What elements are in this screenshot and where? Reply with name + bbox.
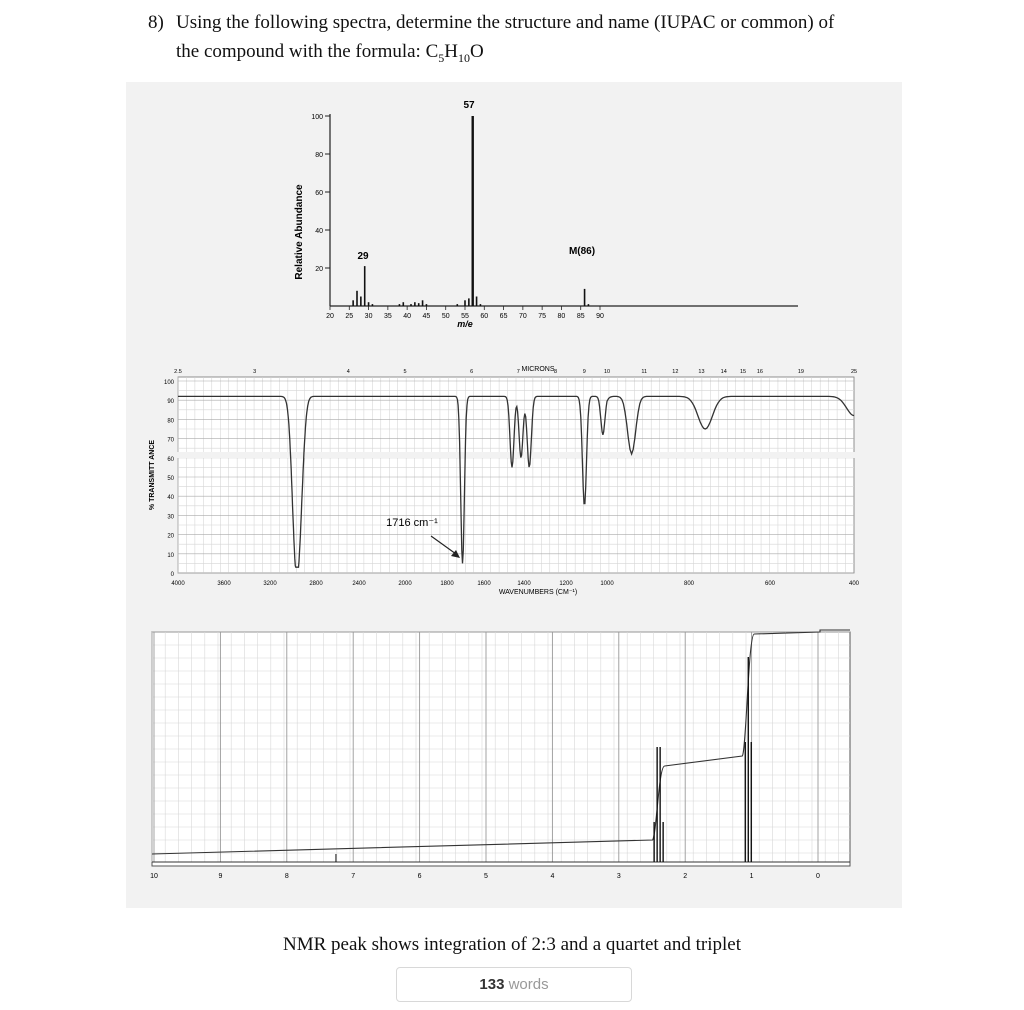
question-line-1: Using the following spectra, determine the structure and name (IUPAC or common) of xyxy=(176,12,835,33)
ir-xtick-label: 400 xyxy=(848,581,860,587)
ir-micron-label: 12 xyxy=(672,369,679,375)
ir-xtick-label: 1000 xyxy=(600,581,614,587)
ir-scan-fold xyxy=(126,452,902,458)
ms-x-label: m/e xyxy=(457,319,473,329)
ir-xtick-label: 800 xyxy=(683,581,695,587)
nmr-xtick-label: 2 xyxy=(683,873,688,880)
ms-xtick-label: 65 xyxy=(499,313,508,320)
ir-ytick-label: 40 xyxy=(167,495,174,502)
word-count-badge xyxy=(396,967,632,1002)
ms-ytick-label: 80 xyxy=(315,152,323,159)
ir-micron-label: 11 xyxy=(641,369,648,375)
ms-label-m86: M(86) xyxy=(568,246,596,257)
nmr-xtick-label: 9 xyxy=(218,873,223,880)
ms-xtick-label: 90 xyxy=(596,313,604,320)
ir-xtick-label: 3600 xyxy=(217,581,231,587)
ms-ytick-label: 40 xyxy=(315,228,323,235)
ir-xtick-label: 4000 xyxy=(171,581,185,587)
ir-xtick-label: 3200 xyxy=(263,581,277,587)
ir-ytick-label: 10 xyxy=(167,552,174,559)
ms-ytick-label: 100 xyxy=(311,114,323,121)
ir-xtick-label: 1200 xyxy=(559,581,573,587)
ms-xtick-label: 55 xyxy=(461,313,469,320)
ms-xtick-label: 30 xyxy=(364,313,373,320)
ir-ytick-label: 100 xyxy=(163,380,174,386)
ir-micron-label: 7 xyxy=(516,369,520,375)
ir-micron-label: 25 xyxy=(850,369,858,375)
ir-ytick-label: 90 xyxy=(167,399,174,406)
ir-xtick-label: 2000 xyxy=(398,581,412,587)
ir-ytick-label: 30 xyxy=(167,514,174,521)
ir-xtick-label: 2400 xyxy=(352,581,366,587)
nmr-note: NMR peak shows integration of 2:3 and a quartet and triplet xyxy=(282,934,741,955)
ms-y-label: Relative Abundance xyxy=(294,184,305,280)
ir-micron-label: 4 xyxy=(346,369,350,375)
nmr-spectrum xyxy=(150,630,850,880)
ir-micron-label: 5 xyxy=(403,369,407,375)
nmr-xtick-label: 4 xyxy=(550,873,555,880)
ir-micron-label: 3 xyxy=(253,369,257,375)
nmr-xtick-label: 8 xyxy=(284,873,289,880)
ir-xtick-label: 2800 xyxy=(309,581,323,587)
ms-xtick-label: 70 xyxy=(518,313,527,320)
ir-microns-label: MICRONS xyxy=(521,366,555,373)
mass-spectrum xyxy=(294,100,798,329)
question-line-2: the compound with the formula: $C_5H_{10}O$ xyxy=(176,41,484,65)
ir-micron-label: 6 xyxy=(470,369,474,375)
ir-micron-label: 15 xyxy=(739,369,747,375)
ir-xtick-label: 1800 xyxy=(440,581,454,587)
ir-x-label: WAVENUMBERS (CM⁻¹) xyxy=(498,589,578,596)
spectra-figure xyxy=(126,82,902,908)
question-number: 8) xyxy=(148,12,164,33)
nmr-xtick-label: 7 xyxy=(351,873,356,880)
ms-xtick-label: 50 xyxy=(441,313,450,320)
word-count-number: 133 xyxy=(479,976,505,993)
ir-ytick-label: 80 xyxy=(167,418,174,425)
ms-xtick-label: 60 xyxy=(480,313,489,320)
ir-y-label: % TRANSMITT ANCE xyxy=(149,439,156,511)
ir-micron-label: 9 xyxy=(582,369,586,375)
ir-ytick-label: 50 xyxy=(167,476,174,482)
ir-ytick-label: 0 xyxy=(170,572,174,578)
ir-xtick-label: 1600 xyxy=(477,581,491,587)
nmr-xtick-label: 5 xyxy=(484,873,488,880)
ir-xtick-label: 1400 xyxy=(517,581,531,587)
ms-ytick-label: 20 xyxy=(315,266,323,273)
formula-subscript-c: 5 xyxy=(438,50,445,65)
ms-ytick-label: 60 xyxy=(315,190,323,197)
ms-xtick-label: 20 xyxy=(326,313,334,320)
ir-micron-label: 14 xyxy=(720,369,727,375)
ms-xtick-label: 45 xyxy=(422,313,431,320)
ir-micron-label: 10 xyxy=(603,369,611,375)
ms-xtick-label: 40 xyxy=(403,313,412,320)
ir-annotation-1716: 1716 cm⁻¹ xyxy=(386,517,438,529)
formula-subscript-h: 10 xyxy=(458,50,470,65)
ir-ytick-label: 70 xyxy=(167,437,174,444)
nmr-xtick-label: 10 xyxy=(150,873,158,880)
ms-xtick-label: 80 xyxy=(557,313,566,320)
ms-label-29: 29 xyxy=(357,251,369,262)
nmr-xtick-label: 6 xyxy=(417,873,422,880)
nmr-xtick-label: 1 xyxy=(749,873,754,880)
word-count-label: words xyxy=(508,976,549,993)
ir-micron-label: 2.5 xyxy=(174,369,182,375)
nmr-xtick-label: 3 xyxy=(616,873,621,880)
ms-xtick-label: 35 xyxy=(383,313,392,320)
question-body xyxy=(176,8,936,73)
nmr-xtick-label: 0 xyxy=(816,873,820,880)
ms-xtick-label: 75 xyxy=(538,313,547,320)
ir-ytick-label: 60 xyxy=(167,456,174,463)
spectra-scan xyxy=(126,82,902,908)
ir-micron-label: 19 xyxy=(797,369,805,375)
ms-label-57: 57 xyxy=(463,100,475,111)
ir-micron-label: 8 xyxy=(553,369,558,375)
ms-xtick-label: 25 xyxy=(345,313,354,320)
ir-spectrum xyxy=(126,366,902,596)
ms-xtick-label: 85 xyxy=(576,313,585,320)
ir-micron-label: 13 xyxy=(698,369,705,375)
ir-ytick-label: 20 xyxy=(167,533,174,540)
ir-xtick-label: 600 xyxy=(764,581,776,587)
ir-micron-label: 16 xyxy=(756,369,763,375)
